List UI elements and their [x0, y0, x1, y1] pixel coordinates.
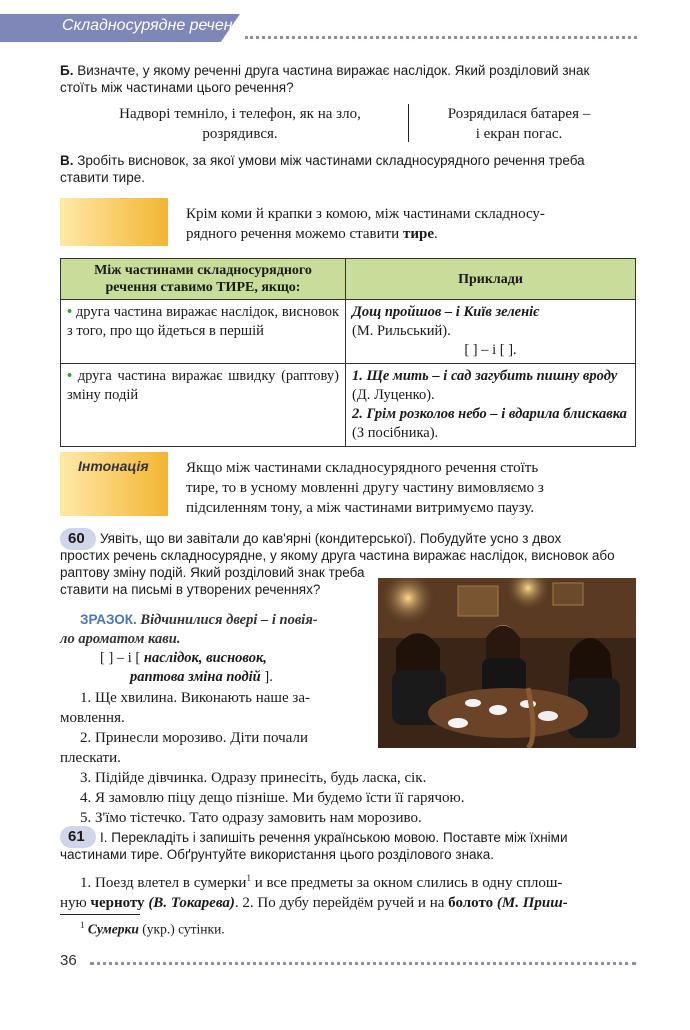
rule-period: .: [433, 226, 438, 242]
rule-marker: [60, 198, 168, 246]
ru-text-1b: и все предметы за окном слились в одну сплош-: [250, 875, 563, 891]
ex60-line-1: Уявіть, що ви завітали до кав'ярні (кондитерської). Побудуйте усно з двох: [100, 531, 562, 546]
rule-text: [186, 204, 636, 244]
exercise-60-number: 60: [68, 530, 85, 547]
ex61-line-1: І. Перекладіть і запишіть речення українською мовою. Поставте між їхніми: [100, 830, 568, 845]
task-b-letter: Б.: [60, 63, 74, 78]
sentence-left: [80, 104, 400, 144]
list-item: 5. З'їмо тістечко. Тато одразу замовить нам морозиво.: [80, 810, 422, 826]
ex60-line-4: ставити на письмі в утворених реченнях?: [60, 582, 321, 597]
footnote-word: Сумерки: [87, 921, 139, 937]
cafe-photo-illustration: [378, 578, 636, 748]
footnote-marker: 1: [80, 920, 85, 930]
list-item: 3. Підійде дівчинка. Одразу принесіть, будь ласка, сік.: [80, 770, 427, 786]
rule-keyword: тире: [402, 226, 434, 242]
ex61-sentences: [60, 868, 640, 913]
sample-label: ЗРАЗОК.: [80, 612, 137, 627]
footnote-ref: 1: [246, 873, 251, 883]
task-b-text: Визначте, у якому реченні друга частина виражає наслідок. Який розділовий знак: [77, 63, 590, 78]
ex61-line-2: частинами тире. Обґрунтуйте використання цього розділового знака.: [60, 847, 495, 862]
table-header-examples: Приклади: [346, 259, 636, 300]
ru-text-2a: ную: [60, 895, 91, 911]
sentence-right-line-2: і екран погас.: [475, 126, 563, 142]
row2-condition-text: друга частина виражає швидку (раптову) зміну подій: [67, 368, 339, 403]
scheme-change: раптова зміна подій: [130, 669, 261, 685]
sample-block: [60, 610, 370, 687]
sentence-right: [414, 104, 624, 144]
row2-example-2-source: (З посібника).: [352, 425, 439, 441]
table-header-conditions: [61, 259, 346, 300]
table-row-2-condition: [61, 364, 346, 447]
table-header-left-2: речення ставимо ТИРЕ, якщо:: [105, 280, 301, 295]
footnote-translation: (укр.) сутінки.: [138, 921, 225, 937]
table-row-1-example: [346, 300, 636, 364]
task-v-letter: В.: [60, 153, 74, 168]
ex60-line-2: простих речень складносурядне, у якому друга частина виражає наслідок, висновок або: [60, 548, 615, 563]
task-v-text-2: ставити тире.: [60, 170, 145, 185]
row2-example-1: 1. Ще мить – і сад загубить пишну вроду: [352, 368, 618, 384]
sentence-divider: [408, 104, 409, 142]
bullet-icon: •: [67, 368, 73, 384]
exercise-61-task: [60, 829, 640, 863]
list-item: мовлення.: [60, 710, 125, 726]
sentence-left-line-1: Надворі темніло, і телефон, як на зло,: [119, 106, 361, 122]
section-title: Складносурядне речення: [62, 17, 250, 34]
intonation-label: Інтонація: [78, 458, 149, 474]
task-v: [60, 152, 640, 186]
row1-example-source: (М. Рильський).: [352, 323, 451, 339]
rule-line-2: рядного речення можемо ставити: [186, 226, 403, 242]
ru-text-2d: . 2. По дубу перейдём ручей и на: [234, 895, 449, 911]
scheme-consequence: наслідок, висновок,: [143, 650, 267, 666]
sample-text-1: Відчинилися двері – і повія-: [140, 612, 318, 628]
cafe-photo: [378, 578, 636, 748]
footnote: [80, 920, 225, 938]
ru-text-1a: 1. Поезд влетел в сумерки: [80, 875, 247, 891]
header-dotted-line: [245, 36, 637, 39]
task-b-text-2: стоїть між частинами цього речення?: [60, 80, 294, 95]
intonation-text: [186, 458, 636, 518]
list-item: 1. Ще хвилина. Виконають наше за-: [80, 690, 310, 706]
task-b: [60, 62, 640, 96]
task-v-text: Зробіть висновок, за якої умови між частинами складносурядного речення треба: [77, 153, 585, 168]
scheme-end: ].: [260, 669, 273, 685]
rule-line-1: Крім коми й крапки з комою, між частинами складносу-: [186, 206, 545, 222]
ru-bold-word-2: болото: [448, 895, 494, 911]
footer-dotted-line: [90, 962, 636, 965]
row2-example-1-source: (Д. Луценко).: [352, 387, 435, 403]
bullet-icon: •: [67, 304, 73, 320]
row2-example-2: 2. Грім розколов небо – і вдарила блискавка: [352, 406, 627, 422]
list-item: 2. Принесли морозиво. Діти почали: [80, 730, 308, 746]
intonation-line-2: тире, то в усному мовленні другу частину вимовляємо з: [186, 480, 544, 496]
intonation-line-1: Якщо між частинами складносурядного речення стоїть: [186, 460, 539, 476]
list-item: плескати.: [60, 750, 121, 766]
sample-text-2: ло ароматом кави.: [60, 631, 181, 647]
row1-scheme: [ ] – і [ ].: [464, 342, 517, 358]
page-number: 36: [60, 952, 77, 969]
rule-table: [60, 258, 636, 447]
table-row-1-condition: [61, 300, 346, 364]
ex60-line-3: раптову зміну подій. Який розділовий знак треба: [60, 565, 365, 580]
sentence-right-line-1: Розрядилася батарея –: [447, 106, 591, 122]
scheme-start: [ ] – і [: [100, 650, 144, 666]
intonation-line-3: підсиленням тону, а між частинами витримуємо паузу.: [186, 500, 535, 516]
ru-source-2: (М. Приш-: [493, 895, 568, 911]
ru-source-1: (В. Токарева): [144, 895, 235, 911]
footnote-divider: [60, 914, 140, 915]
exercise-61-number: 61: [68, 828, 85, 845]
row1-condition-text: друга частина виражає наслідок, висновок з того, про що йдеться в першій: [67, 304, 339, 339]
row1-example-text: Дощ пройшов – і Київ зеленіє: [352, 304, 540, 320]
table-header-left-1: Між частинами складносурядного: [94, 263, 312, 278]
list-item: 4. Я замовлю піцу дещо пізніше. Ми будемо їсти її гарячою.: [80, 790, 465, 806]
table-row-2-example: [346, 364, 636, 447]
sentence-left-line-2: розрядився.: [202, 126, 278, 142]
ru-bold-word-1: черноту: [90, 895, 145, 911]
